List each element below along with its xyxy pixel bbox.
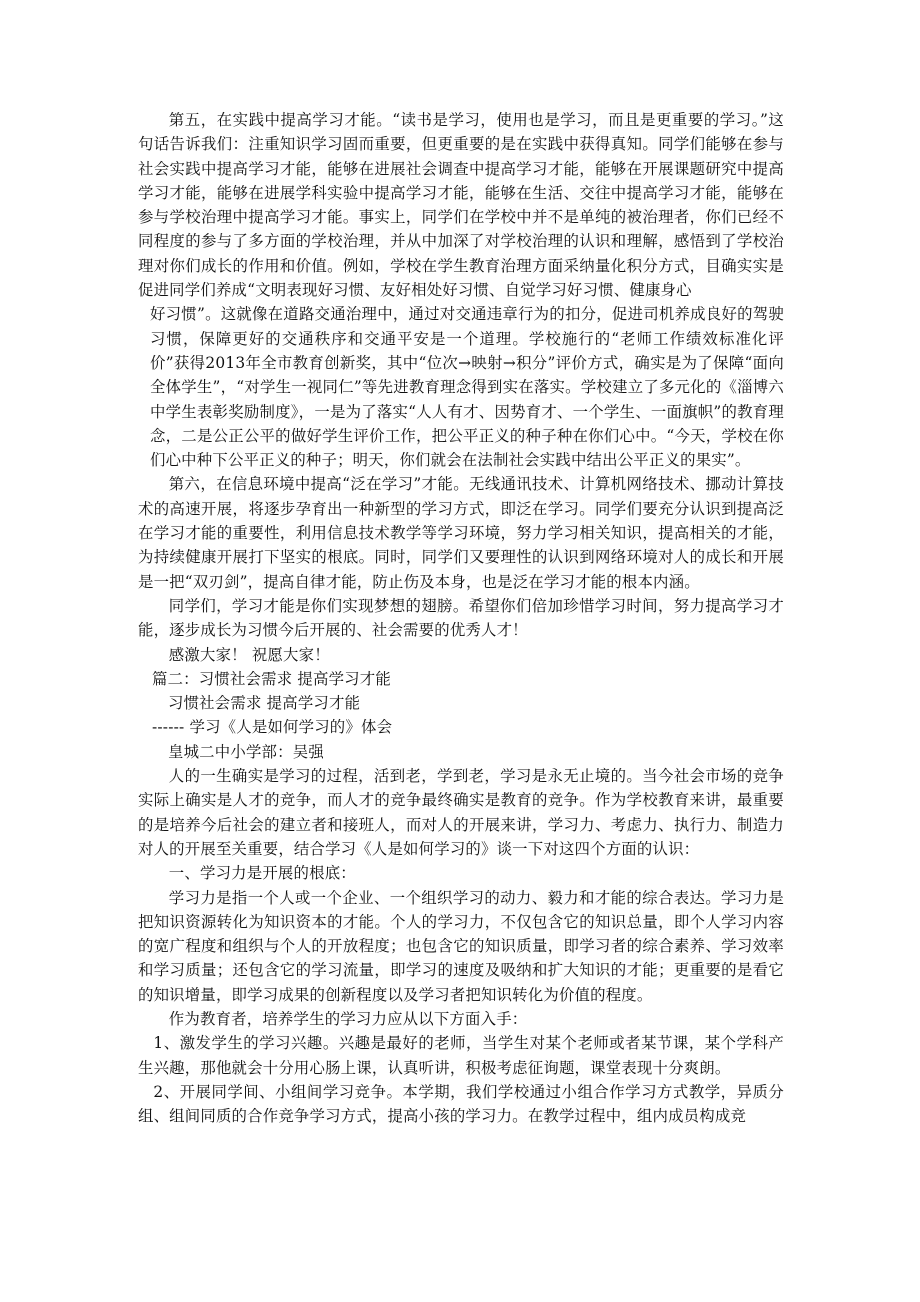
article-author: 皇城二中小学部：吴强 — [168, 742, 324, 761]
paragraph-habits: 好习惯”。这就像在道路交通治理中，通过对交通违章行为的扣分，促进司机养成良好的驾驶习惯，保障更好的交通秩序和交通平安是一个道理。学校施行的“老师工作绩效标准化评价”获得2013年全市教育创新奖，其中“位次→映射→积分”评价方式，确实是为了保障“面向全体学生”，“对学生一视同仁”等先进教育理念得到实在落实。学校建立了多元化的《淄博六中学生表彰奖励制度》，一是为了落实“人人有才、因势育才、一个学生、一面旗帜”的教育理念，二是公正公平的做好学生评价工作，把公平正义的种子种在你们心中。“今天，学校在你们心中种下公平正义的种子；明天，你们就会在法制社会实践中结出公平正义的果实”。 — [150, 305, 784, 470]
paragraph-students-closing: 同学们，学习才能是你们实现梦想的翅膀。希望你们倍加珍惜学习时间，努力提高学习才能，逐步成长为习惯今后开展的、社会需要的优秀人才！ — [138, 596, 784, 640]
paragraph-learning-power: 学习力是指一个人或一个企业、一个组织学习的动力、毅力和才能的综合表达。学习力是把知识资源转化为知识资本的才能。个人的学习力，不仅包含它的知识总量，即个人学习内容的宽广程度和组织与个人的开放程度；也包含它的知识质量，即学习者的综合素养、学习效率和学习质量；还包含它的学习流量，即学习的速度及吸纳和扩大知识的才能；更重要的是看它的知识增量，即学习成果的创新程度以及学习者把知识转化为价值的程度。 — [138, 888, 784, 1004]
section-heading: 篇二：习惯社会需求 提高学习才能 — [152, 669, 391, 688]
paragraph-lifelong-learning: 人的一生确实是学习的过程，活到老，学到老，学习是永无止境的。当今社会市场的竞争实际上确实是人才的竞争，而人才的竞争最终确实是教育的竞争。作为学校教育来讲，最重要的是培养今后社会的建立者和接班人，而对人的开展来讲，学习力、考虑力、执行力、制造力对人的开展至关重要，结合学习《人是如何学习的》谈一下对这四个方面的认识： — [138, 767, 784, 858]
article-subtitle: ------ 学习《人是如何学习的》体会 — [152, 718, 393, 737]
list-item-interest: 1、激发学生的学习兴趣。兴趣是最好的老师，当学生对某个老师或者某节课，某个学科产生兴趣，那他就会十分用心肠上课，认真听讲，积极考虑征询题，课堂表现十分爽朗。 — [138, 1034, 784, 1077]
document-body — [138, 108, 784, 1128]
paragraph-practice: 第五，在实践中提高学习才能。“读书是学习，使用也是学习，而且是更重要的学习。”这句话告诉我们：注重知识学习固而重要，但更重要的是在实践中获得真知。同学们能够在参与社会实践中提高学习才能，能够在进展社会调查中提高学习才能，能够在开展课题研究中提高学习才能，能够在进展学科实验中提高学习才能，能够在生活、交往中提高学习才能，能够在参与学校治理中提高学习才能。事实上，同学们在学校中并不是单纯的被治理者，你们已经不同程度的参与了多方面的学校治理，并从中加深了对学校治理的认识和理解，感悟到了学校治理对你们成长的作用和价值。例如，学校在学生教育治理方面采纳量化积分方式，目确实实是促进同学们养成“文明表现好习惯、友好相处好习惯、自觉学习好习惯、健康身心 — [138, 111, 784, 300]
paragraph-educator-approach: 作为教育者，培养学生的学习力应从以下方面入手： — [168, 1009, 528, 1028]
paragraph-ubiquitous-learning: 第六，在信息环境中提高“泛在学习”才能。无线通讯技术、计算机网络技术、挪动计算技术的高速开展，将逐步孕育出一种新型的学习方式，即泛在学习。同学们要充分认识到提高泛在学习才能的重要性，利用信息技术教学等学习环境，努力学习相关知识，提高相关的才能，为持续健康开展打下坚实的根底。同时，同学们又要理性的认识到网络环境对人的成长和开展是一把“双刃剑”，提高自律才能，防止伤及本身，也是泛在学习才能的根本内涵。 — [138, 475, 784, 591]
article-title: 习惯社会需求 提高学习才能 — [168, 694, 361, 713]
paragraph-thanks: 感激大家！ 祝愿大家！ — [168, 645, 330, 664]
subheading-learning-power: 一、学习力是开展的根底： — [168, 864, 356, 883]
list-item-competition: 2、开展同学间、小组间学习竞争。本学期，我们学校通过小组合作学习方式教学，异质分组、组间同质的合作竞争学习方式，提高小孩的学习力。在教学过程中，组内成员构成竞 — [138, 1082, 784, 1126]
